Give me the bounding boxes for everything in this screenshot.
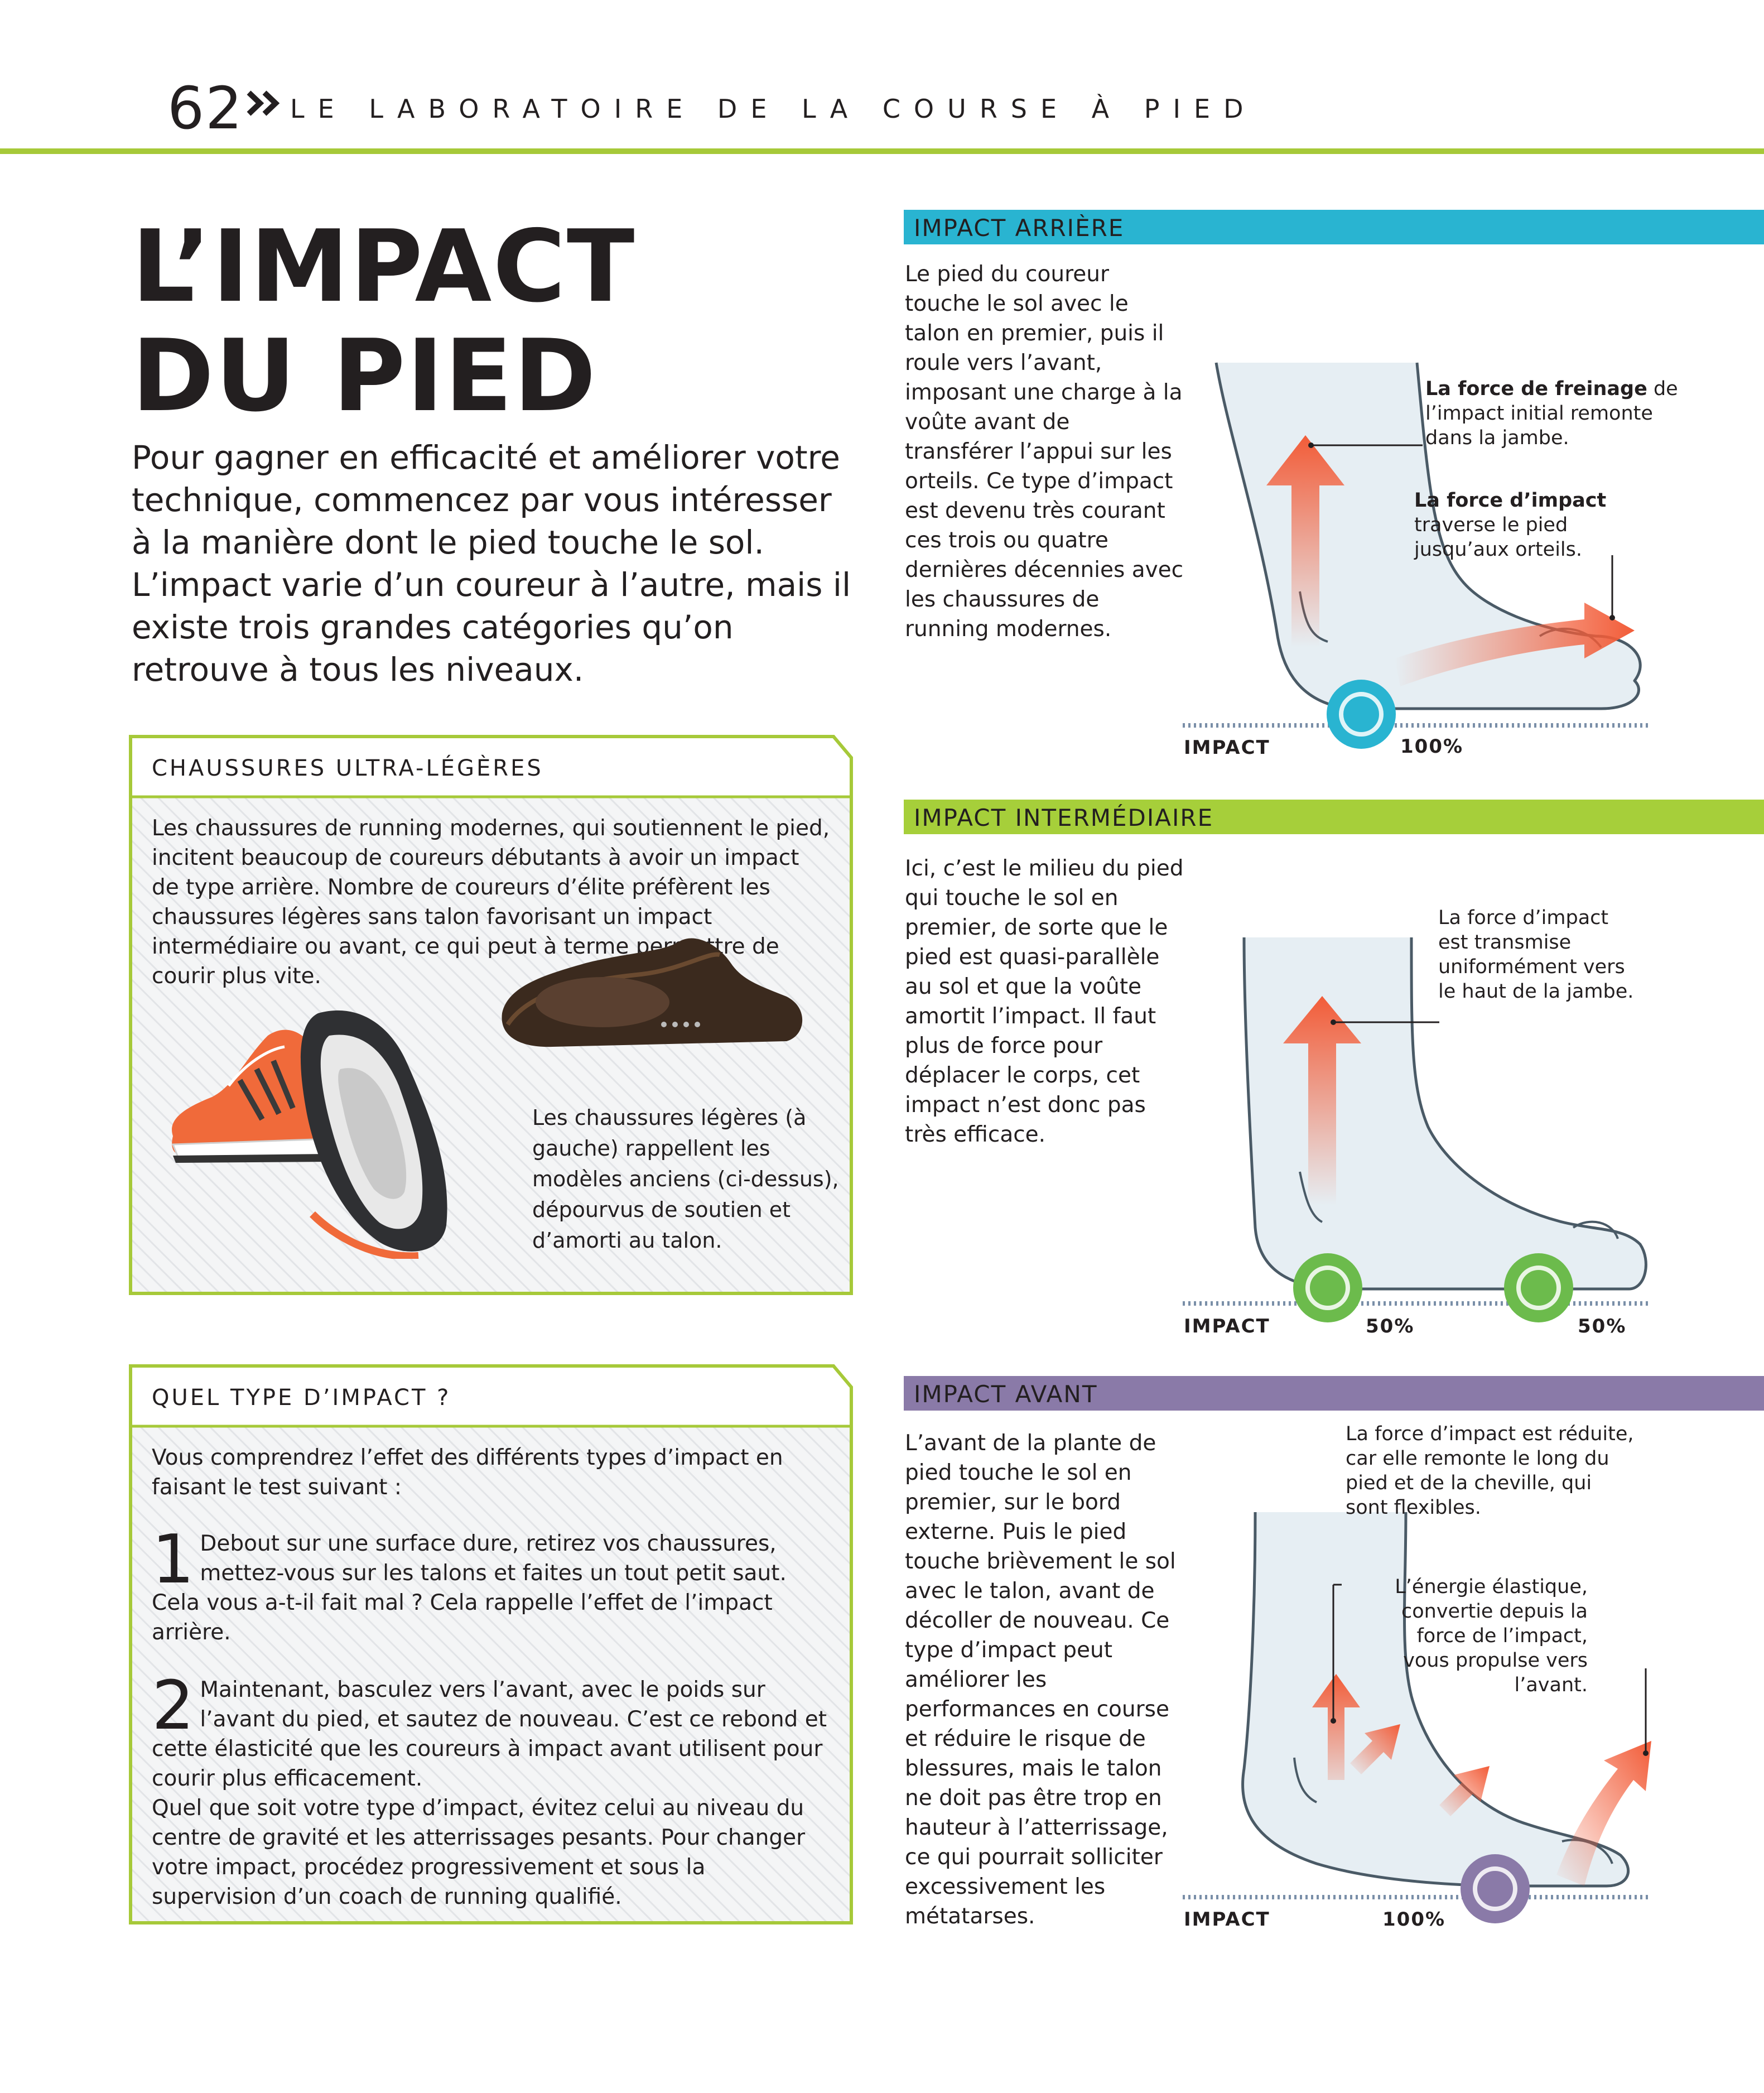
shoe-sole-image bbox=[296, 1002, 463, 1259]
mid-annotation: La force d’impact est transmise uniformément vers le haut de la jambe. bbox=[1438, 907, 1634, 1003]
front-annotation-reduced-force: La force d’impact est réduite, car elle remonte le long du pied et de la cheville, qui sont flexibles. bbox=[1346, 1423, 1634, 1519]
front-annotation-elastic-energy: L’énergie élastique, convertie depuis la force de l’impact, vous propulse vers l’avant. bbox=[1395, 1576, 1588, 1696]
shoes-box-body: Les chaussures de running modernes, qui soutiennent le pied, incitent beaucoup de coureurs débutants à avoir un impact de type arrière. Nombre de coureurs d’élite préfèrent les chaussures légères sans talon favorisant un impact intermédiaire ou avant, ce qui peut à terme permettre de courir plus vite. bbox=[152, 816, 830, 989]
band-mid-impact bbox=[904, 800, 1764, 834]
front-impact-text: L’avant de la plante de pied touche le sol en premier, sur le bord externe. Puis le pied touche brièvement le sol avec le talon, avant de décoller de nouveau. Ce type d’impact peut améliorer les performances en course et réduire le risque de blessures, mais le talon ne doit pas être trop en hauteur à l’atterrissage, ce qui pourrait solliciter excessivement les métatarses. bbox=[905, 1431, 1176, 1929]
running-head: LE LABORATOIRE DE LA COURSE À PIED bbox=[290, 94, 1257, 124]
shoes-box bbox=[128, 734, 854, 1296]
front-foot-diagram bbox=[1172, 1507, 1674, 1936]
shoes-caption: Les chaussures légères (à gauche) rappellent les modèles anciens (ci-dessus), dépourvus de soutien et d’amorti au talon. bbox=[532, 1105, 839, 1253]
mid-impact-text: Ici, c’est le milieu du pied qui touche le sol en premier, de sorte que le pied est quasi-parallèle au sol et que la voûte amortit l’impact. Il faut plus de force pour déplacer le corps, cet impact n’est donc pas très efficace. bbox=[905, 856, 1184, 1147]
step-2 bbox=[152, 1667, 835, 1793]
band-rear-impact bbox=[904, 210, 1764, 244]
double-chevron-right-icon bbox=[247, 89, 286, 117]
rear-anno2-bold: La force d’impact bbox=[1414, 489, 1607, 512]
rear-impact-value: 100% bbox=[1400, 735, 1464, 758]
mid-ground-label: IMPACT bbox=[1184, 1315, 1270, 1337]
band-front-impact bbox=[904, 1376, 1764, 1411]
rear-annotation-braking bbox=[1425, 377, 1693, 450]
impact-test-box bbox=[128, 1364, 854, 1925]
mid-impact-value-toe: 50% bbox=[1578, 1315, 1627, 1337]
front-impact-value: 100% bbox=[1382, 1908, 1446, 1931]
step-1-text: Debout sur une surface dure, retirez vos chaussures, mettez-vous sur les talons et faites un tout petit saut. Cela vous a-t-il fait mal ? Cela rappelle l’effet de l’impact arrière. bbox=[152, 1531, 787, 1645]
rear-anno1-bold: La force de freinage bbox=[1425, 378, 1647, 400]
band-mid-label: IMPACT INTERMÉDIAIRE bbox=[914, 804, 1214, 831]
impact-box-closing: Quel que soit votre type d’impact, évitez celui au niveau du centre de gravité et les atterrissages pesants. Pour changer votre impact, procédez progressivement et sous la supervision d’un coach de running qualifié. bbox=[152, 1796, 806, 1909]
page-title bbox=[132, 209, 829, 434]
step-1 bbox=[152, 1521, 835, 1647]
page-number: 62 bbox=[167, 74, 244, 142]
impact-box-content bbox=[152, 1443, 835, 1912]
shoes-box-heading: CHAUSSURES ULTRA-LÉGÈRES bbox=[152, 756, 543, 781]
impact-box-heading: QUEL TYPE D’IMPACT ? bbox=[152, 1385, 451, 1411]
rear-annotation-impact bbox=[1414, 488, 1649, 562]
front-ground-label: IMPACT bbox=[1184, 1908, 1270, 1931]
step-2-number: 2 bbox=[152, 1667, 195, 1745]
impact-box-intro: Vous comprendrez l’effet des différents types d’impact en faisant le test suivant : bbox=[152, 1445, 783, 1500]
band-rear-label: IMPACT ARRIÈRE bbox=[914, 214, 1125, 242]
step-2-text: Maintenant, basculez vers l’avant, avec le poids sur l’avant du pied, et sautez de nouveau. C’est ce rebond et cette élasticité que les coureurs à impact avant utilisent pour courir plus efficacement. bbox=[152, 1677, 827, 1791]
step-1-number: 1 bbox=[152, 1521, 195, 1599]
intro-paragraph: Pour gagner en efficacité et améliorer votre technique, commencez par vous intéresser à la manière dont le pied touche le sol. L’impact varie d’un coureur à l’autre, mais il existe trois grandes catégories qu’on retrouve à tous les niveaux. bbox=[132, 439, 851, 689]
title-line-1: L’IMPACT bbox=[132, 209, 636, 324]
header-rule bbox=[0, 148, 1764, 154]
mid-impact-value-heel: 50% bbox=[1366, 1315, 1415, 1337]
title-line-2: DU PIED bbox=[132, 318, 597, 434]
rear-anno1-rest: de l’impact initial remonte dans la jambe. bbox=[1425, 378, 1678, 449]
band-front-label: IMPACT AVANT bbox=[914, 1380, 1098, 1408]
rear-ground-label: IMPACT bbox=[1184, 737, 1270, 759]
rear-anno2-rest: traverse le pied jusqu’aux orteils. bbox=[1414, 514, 1583, 561]
old-shoe-image bbox=[497, 930, 809, 1058]
rear-impact-text: Le pied du coureur touche le sol avec le talon en premier, puis il roule vers l’avant, imposant une charge à la voûte avant de transférer l’appui sur les orteils. Ce type d’impact est devenu très courant ces trois ou quatre dernières décennies avec les chaussures de running modernes. bbox=[905, 262, 1184, 642]
